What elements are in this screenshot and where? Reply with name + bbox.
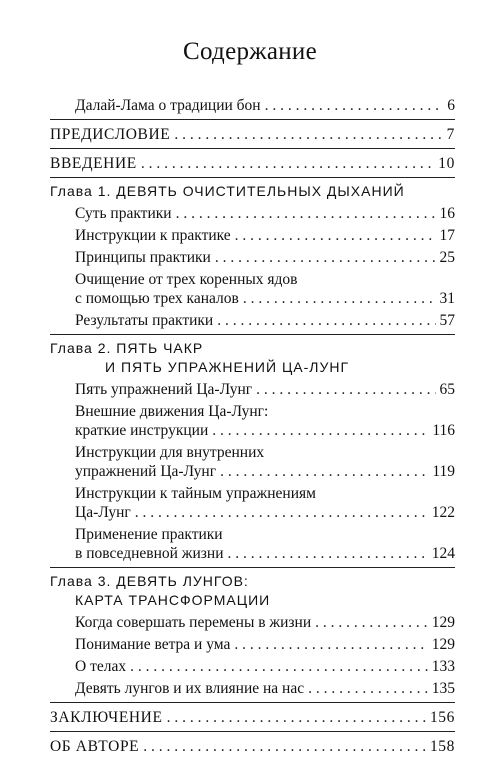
toc-page-number: 129 — [431, 636, 455, 653]
toc-entry-title: ПРЕДИСЛОВИЕ — [50, 126, 171, 143]
toc-entry-title: Ца-Лунг — [75, 504, 131, 521]
toc-entry-title-line1: Применение практики — [75, 526, 223, 543]
dot-leader — [235, 226, 436, 245]
dot-leader — [220, 462, 428, 481]
toc-page-number: 119 — [432, 463, 455, 480]
toc-entry-title: в повседневной жизни — [75, 545, 224, 562]
toc-page-number: 65 — [439, 381, 455, 398]
toc-page-number: 124 — [431, 545, 455, 562]
toc-entry-title: Принципы практики — [75, 249, 211, 266]
dot-leader — [174, 125, 442, 144]
toc-page-number: 31 — [439, 290, 455, 307]
toc-entry[interactable] — [75, 421, 455, 440]
dot-leader — [176, 204, 436, 223]
toc-entry-title: Девять лунгов и их влияние на нас — [75, 680, 305, 697]
toc-entry-title: ОБ АВТОРЕ — [50, 738, 140, 755]
toc-entry-title: Когда совершать перемены в жизни — [75, 614, 312, 631]
toc-entry-dalai-lama[interactable] — [75, 96, 455, 115]
toc-entry-title: О телах — [75, 658, 127, 675]
toc-entry-introduction[interactable] — [50, 154, 455, 173]
toc-entry[interactable] — [75, 462, 455, 481]
toc-entry-title-line1: Внешние движения Ца-Лунг: — [75, 403, 269, 420]
chapter-1-heading[interactable]: Глава 1. ДЕВЯТЬ ОЧИСТИТЕЛЬНЫХ ДЫХАНИЙ — [50, 183, 405, 199]
divider — [50, 148, 455, 149]
toc-entry-about-author[interactable] — [50, 737, 455, 756]
dot-leader — [228, 544, 428, 563]
divider — [50, 177, 455, 178]
toc-entry-title: Инструкции к практике — [75, 227, 231, 244]
toc-page-number: 129 — [431, 614, 455, 631]
divider — [50, 731, 455, 732]
dot-leader — [141, 154, 434, 173]
toc-entry[interactable] — [75, 657, 455, 676]
toc-entry-title: ВВЕДЕНИЕ — [50, 155, 137, 172]
toc-entry-title-line1: Инструкции для внутренних — [75, 444, 265, 461]
toc-entry-title: с помощью трех каналов — [75, 290, 239, 307]
dot-leader — [130, 657, 428, 676]
toc-entry[interactable] — [75, 248, 455, 267]
page-title: Содержание — [183, 38, 317, 65]
toc-entry-preface[interactable] — [50, 125, 455, 144]
toc-page-number: 7 — [446, 126, 455, 143]
toc-page-number: 10 — [438, 155, 455, 172]
chapter-2-heading[interactable]: Глава 2. ПЯТЬ ЧАКР — [50, 340, 204, 356]
toc-entry-title-line1: Очищение от трех коренных ядов — [75, 271, 298, 288]
toc-entry[interactable] — [75, 380, 455, 399]
toc-entry[interactable] — [75, 613, 455, 632]
toc-entry-title: Далай-Лама о традиции бон — [75, 97, 261, 114]
toc-entry[interactable] — [75, 226, 455, 245]
dot-leader — [256, 380, 435, 399]
chapter-2-heading-line2: И ПЯТЬ УПРАЖНЕНИЙ ЦА-ЛУНГ — [105, 359, 350, 375]
dot-leader — [243, 289, 436, 308]
toc-page-number: 6 — [447, 97, 455, 114]
toc-entry-title: Пять упражнений Ца-Лунг — [75, 381, 253, 398]
toc-page-number: 17 — [439, 227, 455, 244]
toc-entry[interactable] — [75, 679, 455, 698]
toc-entry[interactable] — [75, 503, 455, 522]
toc-page-number: 158 — [429, 738, 455, 755]
dot-leader — [212, 421, 428, 440]
toc-page-number: 116 — [432, 422, 455, 439]
toc-page-number: 57 — [439, 312, 455, 329]
dot-leader — [308, 679, 428, 698]
divider — [50, 567, 455, 568]
toc-entry-title: Результаты практики — [75, 312, 214, 329]
divider — [50, 702, 455, 703]
chapter-3-heading-line2: КАРТА ТРАНСФОРМАЦИИ — [75, 592, 271, 608]
toc-page-number: 16 — [439, 205, 455, 222]
toc-entry[interactable] — [75, 311, 455, 330]
toc-entry[interactable] — [75, 635, 455, 654]
toc-entry-title: Понимание ветра и ума — [75, 636, 231, 653]
dot-leader — [315, 613, 428, 632]
toc-entry-title: ЗАКЛЮЧЕНИЕ — [50, 709, 163, 726]
toc-entry-title: упражнений Ца-Лунг — [75, 463, 217, 480]
dot-leader — [135, 503, 428, 522]
toc-entry[interactable] — [75, 544, 455, 563]
toc-page-number: 135 — [431, 680, 455, 697]
toc-entry-conclusion[interactable] — [50, 708, 455, 727]
dot-leader — [234, 635, 427, 654]
toc-entry[interactable] — [75, 289, 455, 308]
toc-page-number: 133 — [431, 658, 455, 675]
dot-leader — [217, 311, 435, 330]
toc-page-number: 156 — [429, 709, 455, 726]
dot-leader — [215, 248, 436, 267]
toc-entry-title: Суть практики — [75, 205, 172, 222]
divider — [50, 119, 455, 120]
toc-entry-title: краткие инструкции — [75, 422, 209, 439]
toc-page-number: 122 — [431, 504, 455, 521]
dot-leader — [143, 737, 426, 756]
divider — [50, 334, 455, 335]
toc-page-number: 25 — [439, 249, 455, 266]
toc-entry[interactable] — [75, 204, 455, 223]
dot-leader — [167, 708, 426, 727]
chapter-3-heading[interactable]: Глава 3. ДЕВЯТЬ ЛУНГОВ: — [50, 573, 249, 589]
dot-leader — [265, 96, 444, 115]
toc-entry-title-line1: Инструкции к тайным упражнениям — [75, 485, 316, 502]
